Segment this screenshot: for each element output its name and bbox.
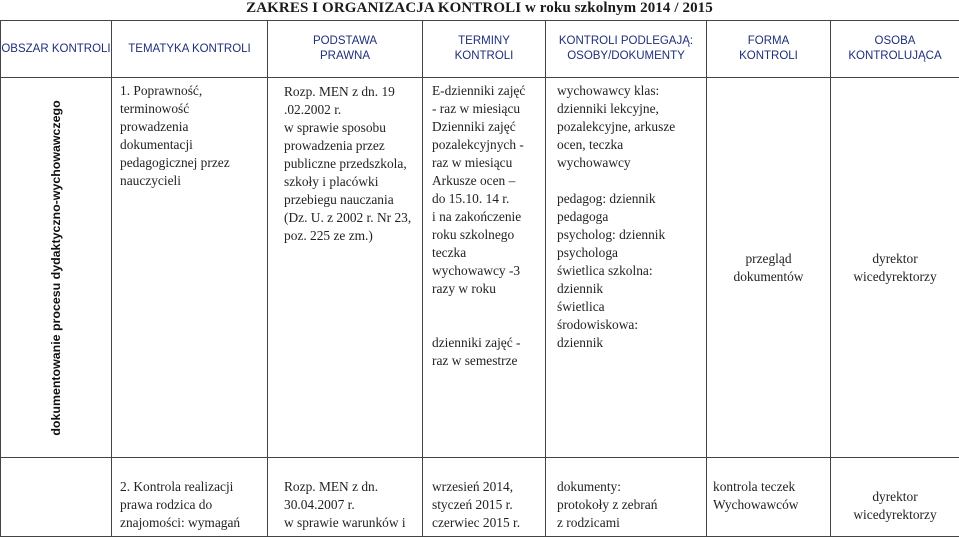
deadlines-text: E-dzienniki zajęć - raz w miesiącu Dzienniki zajęć pozalekcyjnych - raz w miesiącu Arkusze ocen – do 15.10. 14 r. i na zakończenie roku szkolnego teczka wychowawcy -3 razy w roku dzienniki zajęć - raz w semestrze: [423, 78, 545, 370]
topic-cell: [112, 458, 268, 537]
topic-cell: [112, 78, 268, 458]
header-topic: TEMATYKA KONTROLI: [112, 21, 268, 78]
area-label: dokumentowanie procesu dydaktyczno-wychowawczego: [49, 88, 63, 448]
subjects-text: dokumenty: protokoły z zebrań z rodzicami: [546, 458, 706, 532]
header-subjects: KONTROLI PODLEGAJĄ: OSOBY/DOKUMENTY: [546, 21, 707, 78]
subjects-cell: [546, 78, 707, 458]
table-row: [1, 458, 959, 537]
form-text: kontrola teczek Wychowawców: [707, 458, 830, 514]
header-deadlines: TERMINY KONTROLI: [423, 21, 546, 78]
subjects-text: wychowawcy klas: dzienniki lekcyjne, pozalekcyjne, arkusze ocen, teczka wychowawcy pedagog: dziennik pedagoga psycholog: dziennik psychologa świetlica szkolna: dziennik świetlica środowiskowa: dziennik: [546, 78, 706, 352]
area-cell-empty: [1, 458, 112, 537]
topic-text: 2. Kontrola realizacji prawa rodzica do znajomości: wymagań: [112, 458, 267, 532]
topic-text: 1. Poprawność, terminowość prowadzenia dokumentacji pedagogicznej przez nauczycieli: [112, 78, 267, 190]
legal-basis-cell: [268, 78, 423, 458]
subjects-cell: [546, 458, 707, 537]
page-title: ZAKRES I ORGANIZACJA KONTROLI w roku szkolnym 2014 / 2015: [0, 0, 959, 22]
legal-basis-text: Rozp. MEN z dn. 30.04.2007 r. w sprawie warunków i: [268, 458, 422, 532]
form-cell: [707, 458, 831, 537]
legal-basis-text: Rozp. MEN z dn. 19 .02.2002 r. w sprawie sposobu prowadzenia przez publiczne przedszkola, szkoły i placówki przebiegu nauczania (Dz. U. z 2002 r. Nr 23, poz. 225 ze zm.): [268, 78, 422, 245]
deadlines-text: wrzesień 2014, styczeń 2015 r. czerwiec 2015 r.: [423, 458, 545, 532]
header-row: [1, 21, 959, 78]
form-text: przegląd dokumentów: [707, 250, 830, 286]
deadlines-cell: [423, 78, 546, 458]
control-schedule-table: [0, 20, 959, 537]
inspector-text: dyrektor wicedyrektorzy: [831, 250, 959, 286]
header-inspector: OSOBA KONTROLUJĄCA: [831, 21, 959, 78]
table-row: [1, 78, 959, 458]
header-area: OBSZAR KONTROLI: [1, 21, 112, 78]
form-cell: [707, 78, 831, 458]
legal-basis-cell: [268, 458, 423, 537]
inspector-cell: [831, 458, 959, 537]
inspector-cell: [831, 78, 959, 458]
header-legal-basis: PODSTAWA PRAWNA: [268, 21, 423, 78]
area-cell: [1, 78, 112, 458]
deadlines-cell: [423, 458, 546, 537]
header-form: FORMA KONTROLI: [707, 21, 831, 78]
inspector-text: dyrektor wicedyrektorzy: [831, 458, 959, 524]
